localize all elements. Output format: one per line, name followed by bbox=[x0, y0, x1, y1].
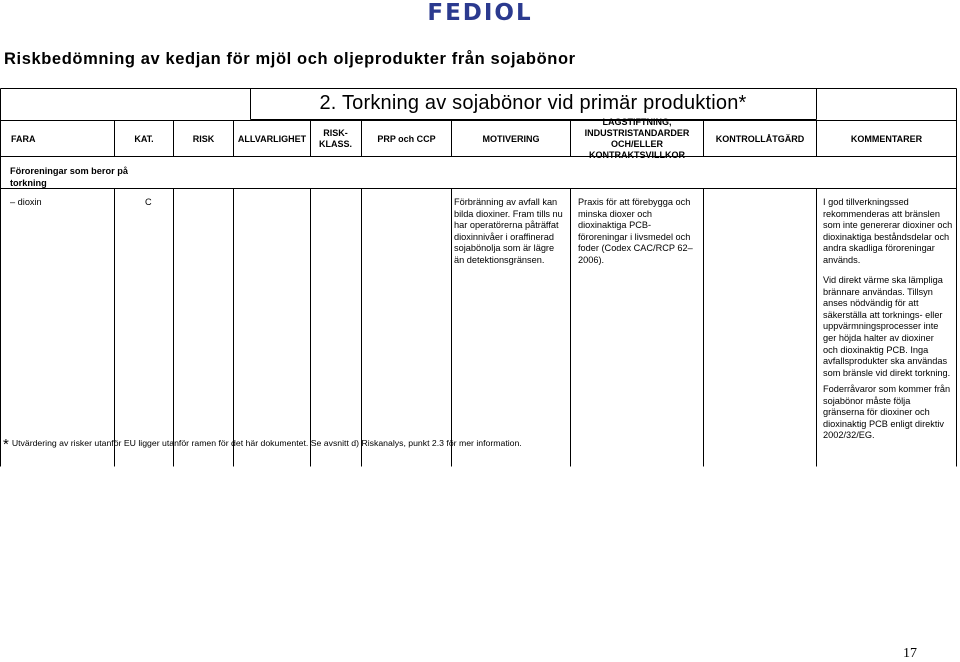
column-header-kat: KAT. bbox=[134, 133, 154, 144]
footnote bbox=[3, 436, 522, 453]
cell-kommentar-1: I god tillverkningssed rekommenderas att bränslen som inte genererar dioxiner och dioxinaktiga beståndsdelar och andra skadliga föroreningar används. bbox=[823, 197, 953, 265]
footnote-text: Utvärdering av risker utanför EU ligger utanför ramen för det här dokumentet. Se avsnitt d) Riskanalys, punkt 2.3 för mer information. bbox=[11, 438, 522, 448]
cell-lagstiftning: Praxis för att förebygga och minska dioxer och dioxinaktiga PCB-föroreningar i livsmedel och foder (Codex CAC/RCP 62– 2006). bbox=[578, 197, 693, 265]
column-header-kommentarer: KOMMENTARER bbox=[850, 133, 923, 144]
category-label: Föroreningar som beror på torkning bbox=[10, 166, 128, 188]
column-header-kontrollatgard: KONTROLLÅTGÄRD bbox=[715, 133, 805, 144]
column-header-lagstiftning: LAGSTIFTNING, INDUSTRISTANDARDER OCH/ELLER KONTRAKTSVILLKOR bbox=[584, 117, 690, 160]
cell-kat: C bbox=[145, 197, 152, 207]
column-header-prp-ccp: PRP och CCP bbox=[377, 133, 436, 144]
column-header-riskklass: RISK- KLASS. bbox=[318, 128, 352, 149]
document-title: Riskbedömning av kedjan för mjöl och oljeprodukter från sojabönor bbox=[4, 50, 576, 68]
cell-kommentar-2: Vid direkt värme ska lämpliga brännare användas. Tillsyn anses nödvändig för att säkerställa att torknings- eller uppvärmningsprocesser inte ger höjda halter av dioxiner och dioxinaktig PCB. Inga avfallsprodukter ska användas som bränsle vid direkt torkning. bbox=[823, 275, 951, 378]
cell-kommentar-3: Foderråvaror som kommer från sojabönor måste följa gränserna för dioxiner och dioxinaktig PCB enligt direktiv 2002/32/EG. bbox=[823, 384, 951, 441]
column-header-fara: FARA bbox=[11, 133, 36, 144]
fediol-logo: FEDIOL bbox=[427, 0, 533, 26]
section-title: 2. Torkning av sojabönor vid primär produktion* bbox=[319, 92, 747, 114]
cell-fara: – dioxin bbox=[10, 197, 42, 207]
footnote-mark: * bbox=[3, 436, 9, 453]
cell-motivering: Förbränning av avfall kan bilda dioxiner. Fram tills nu har operatörerna påträffat dioxinnivåer i oraffinerad sojabönolja som är lägre än detektionsgränsen. bbox=[454, 197, 563, 265]
column-header-motivering: MOTIVERING bbox=[482, 133, 540, 144]
column-header-risk: RISK bbox=[192, 133, 215, 144]
page-number: 17 bbox=[903, 646, 917, 661]
column-header-allvarlighet: ALLVARLIGHET bbox=[237, 133, 307, 144]
